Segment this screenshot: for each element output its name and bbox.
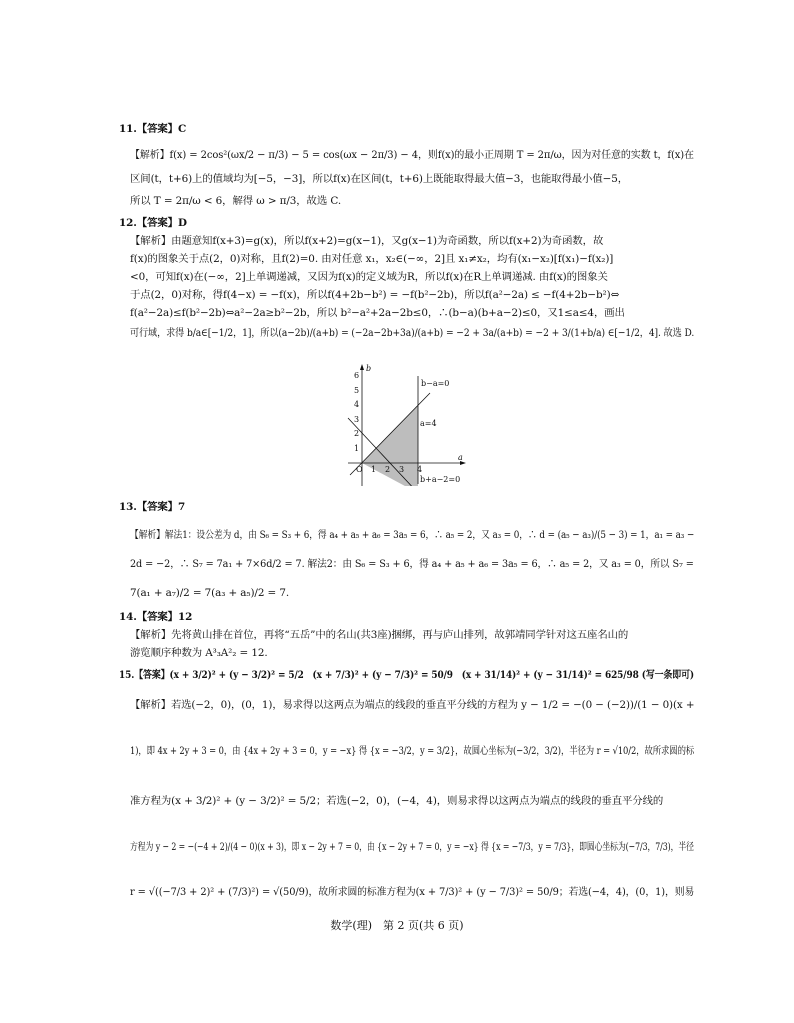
solution-line: 所以 T = 2π/ω < 6，解得 ω > π/3，故选 C.: [130, 195, 342, 207]
origin-label: O: [356, 465, 363, 474]
solution-line: 【解析】先将黄山排在首位，再将“五岳”中的名山(共3座)捆绑，再与庐山排列，故郭靖同学针对这五座名山的: [130, 629, 629, 641]
feasible-region-figure: [330, 362, 470, 486]
solution-line: 可行域，求得 b/a∈[−1/2，1]，所以(a−2b)/(a+b) = (−2a−2b+3a)/(a+b) = −2 + 3a/(a+b) = −2 + 3/(1+b/a) ∈[−1/2，4]. 故选 D.: [130, 327, 695, 339]
a-axis-label: a: [458, 453, 463, 462]
solution-line: 于点(2，0)对称，得f(4−x) = −f(x)，所以f(4+2b−b²) = −f(b²−2b)，所以f(a²−2a) ≤ −f(4+2b−b²)⇔: [130, 289, 620, 301]
page-footer: 数学(理) 第 2 页(共 6 页): [330, 919, 464, 932]
y-tick-label: 6: [354, 371, 360, 380]
y-tick-label: 4: [354, 400, 360, 409]
solution-line: 【解析】f(x) = 2cos²(ωx/2 − π/3) − 5 = cos(ωx − 2π/3) − 4，则f(x)的最小正周期 T = 2π/ω，因为对任意的实数 t，f(x)在: [130, 149, 694, 161]
solution-line: f(a²−2a)≤f(b²−2b)⇔a²−2a≥b²−2b，所以 b²−a²+2a−2b≤0，∴(b−a)(b+a−2)≤0，又1≤a≤4，画出: [130, 307, 625, 319]
label-a-4: a=4: [420, 419, 437, 428]
solution-line: 准方程为(x + 3/2)² + (y − 3/2)² = 5/2；若选(−2，0)，(−4，4)，则易求得以这两点为端点的线段的垂直平分线的: [130, 795, 664, 807]
label-b-minus-a: b−a=0: [421, 379, 450, 388]
answer-heading: 12.【答案】D: [119, 217, 187, 229]
y-tick-label: 3: [354, 415, 360, 424]
solution-line: 游览顺序种数为 A³₃A²₂ = 12.: [130, 647, 268, 659]
answer-heading: 13.【答案】7: [119, 501, 186, 513]
answer-heading: 15.【答案】(x + 3/2)² + (y − 3/2)² = 5/2 (x + 7/3)² + (y − 7/3)² = 50/9 (x + 31/14)² + (y − 31/14)² = 625/98 (写一条即可): [119, 669, 695, 681]
b-axis-arrow: [360, 364, 364, 370]
answer-heading: 11.【答案】C: [119, 123, 187, 135]
solution-line: 【解析】由题意知f(x+3)=g(x)，所以f(x+2)=g(x−1)，又g(x−1)为奇函数，所以f(x+2)为奇函数，故: [130, 235, 604, 247]
x-tick-label: 1: [371, 465, 377, 474]
label-b-plus-a: b+a−2=0: [420, 475, 461, 484]
y-tick-label: 2: [354, 429, 360, 438]
solution-line: 【解析】解法1：设公差为 d，由 S₆ = S₃ + 6，得 a₄ + a₅ + a₆ = 3a₅ = 6，∴ a₅ = 2，又 a₃ = 0，∴ d = (a₅ − a₃)/(5 − 3) = 1，a₁ = a₃ −: [130, 529, 695, 541]
solution-line: r = √((−7/3 + 2)² + (7/3)²) = √(50/9)，故所求圆的标准方程为(x + 7/3)² + (y − 7/3)² = 50/9；若选(−4，4)，(0，1)，则易: [130, 886, 695, 898]
solution-line: 方程为 y − 2 = −(−4 + 2)/(4 − 0)(x + 3)，即 x − 2y + 7 = 0，由 {x − 2y + 7 = 0，y = −x} 得 {x = −7/3，y = 7/3}，即圆心坐标为(−7/3，7/3)，半径: [130, 841, 694, 853]
solution-line: 1)，即 4x + 2y + 3 = 0，由 {4x + 2y + 3 = 0，y = −x} 得 {x = −3/2，y = 3/2}，故圆心坐标为(−3/2，3/2)，半径为 r = √10/2，故所求圆的标: [130, 745, 695, 757]
x-tick-label: 2: [385, 465, 391, 474]
solution-line: 7(a₁ + a₇)/2 = 7(a₃ + a₅)/2 = 7.: [130, 587, 290, 599]
y-tick-label: 1: [354, 444, 360, 453]
solution-line: 【解析】若选(−2，0)，(0，1)，易求得以这两点为端点的线段的垂直平分线的方程为 y − 1/2 = −(0 − (−2))/(1 − 0)(x +: [130, 699, 695, 711]
x-tick-label: 4: [417, 465, 423, 474]
x-tick-label: 3: [399, 465, 405, 474]
solution-line: f(x)的图象关于点(2，0)对称，且f(2)=0. 由对任意 x₁，x₂∈(−∞，2]且 x₁≠x₂，均有(x₁−x₂)[f(x₁)−f(x₂)]: [130, 253, 614, 265]
y-tick-label: 5: [354, 386, 360, 395]
solution-line: 区间(t，t+6)上的值域均为[−5，−3]，所以f(x)在区间(t，t+6)上既能取得最大值−3，也能取得最小值−5，: [130, 173, 629, 185]
b-axis-label: b: [366, 364, 372, 373]
answer-heading: 14.【答案】12: [119, 611, 193, 623]
solution-line: <0，可知f(x)在(−∞，2]上单调递减，又因为f(x)的定义域为R，所以f(x)在R上单调递减. 由f(x)的图象关: [130, 271, 608, 283]
solution-line: 2d = −2，∴ S₇ = 7a₁ + 7×6d/2 = 7. 解法2：由 S₆ = S₃ + 6，得 a₄ + a₅ + a₆ = 3a₅ = 6，∴ a₅ = 2，又 a₃ = 0，所以 S₇ =: [130, 558, 694, 570]
